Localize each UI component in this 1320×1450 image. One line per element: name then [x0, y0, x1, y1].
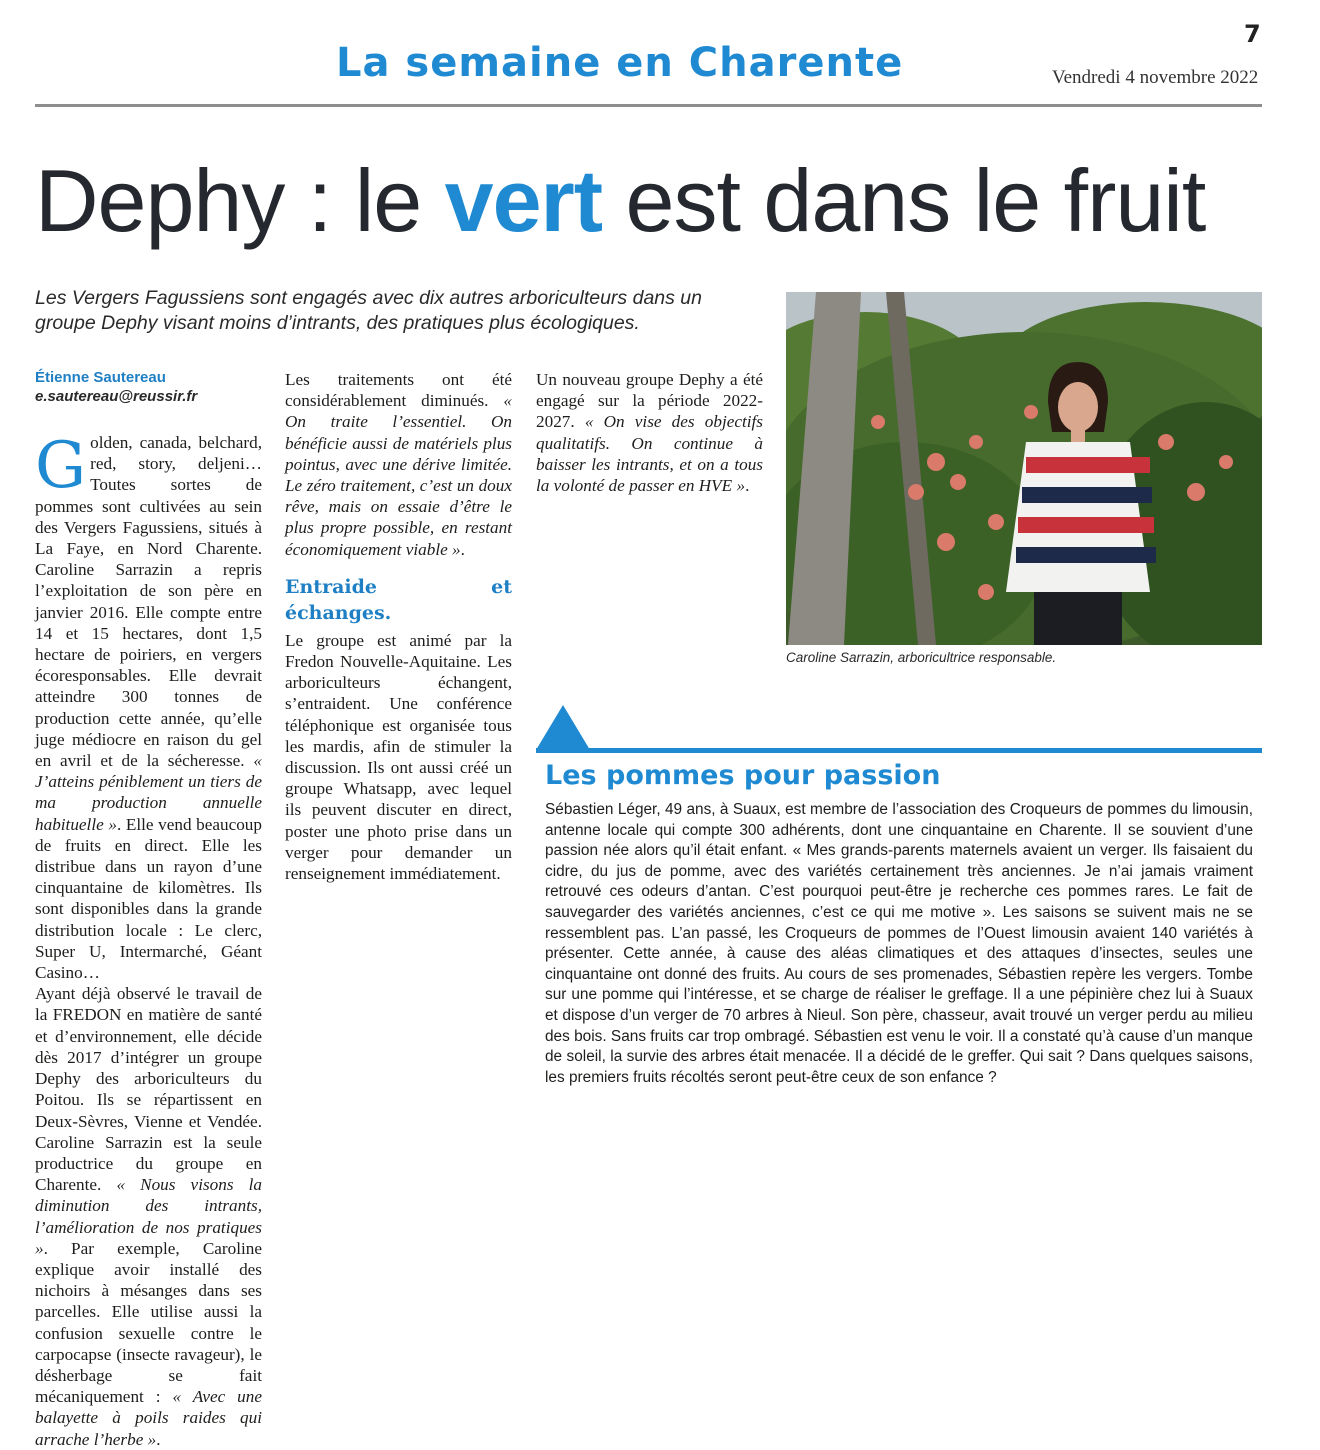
article-column-1 — [35, 429, 262, 1450]
quote: « Nous visons la diminution des intrants, l’amélioration de nos pratiques » — [35, 1175, 262, 1258]
paragraph-text: . — [745, 476, 750, 496]
article-paragraph-4: Le groupe est animé par la Fredon Nouvelle-Aquitaine. Les arboriculteurs échangent, s’entraident. Une conférence téléphonique est organisée tous les mardis, afin de stimuler la discussion. Ils ont aussi créé un groupe Whatsapp, avec lequel ils peuvent discuter en direct, poster une photo prise dans un verger pour demander un renseignement immédiatement. — [285, 630, 512, 884]
quote: « Avec une balayette à poils raides qui arrache l’herbe » — [35, 1387, 262, 1449]
paragraph-text: . — [156, 1429, 161, 1449]
quote: « On traite l’essentiel. On bénéficie aussi de matériels plus pointus, avec une dérive limitée. Le zéro traitement, c’est un doux rêve, mais on essaie d’être le plus propre possible, en restant économiquement viable » — [285, 391, 512, 559]
article-standfirst: Les Vergers Fagussiens sont engagés avec dix autres arboriculteurs dans un groupe Dephy visant moins d’intrants, des pratiques plus écologiques. — [35, 287, 702, 334]
paragraph-text: Les traitements ont été considérablement diminués. — [285, 370, 512, 411]
orchard-photo-illustration — [786, 292, 1262, 645]
quote: « On vise des objectifs qualitatifs. On continue à baisser les intrants, et on a tous la volonté de passer en HVE » — [536, 412, 763, 496]
dropcap: G — [35, 429, 87, 503]
sidebar-triangle-marker — [536, 705, 590, 750]
paragraph-text: olden, canada, belchard, red, story, deljeni… Toutes sortes de pommes sont cultivées au sein des Vergers Fagussiens, situés à La Faye, en Nord Charente. Caroline Sarrazin a repris l’exploitation de son père en janvier 2016. Elle compte entre 14 et 15 hectares, dont 1,5 hectare de poiriers, en vergers écoresponsables. Elle devrait atteindre 300 tonnes de production cette année, qu’elle juge médiocre en raison du gel en avril et de la sécheresse. — [35, 433, 262, 771]
issue-date: Vendredi 4 novembre 2022 — [1052, 67, 1259, 88]
page-number: 7 — [1244, 20, 1261, 48]
article-paragraph-2 — [35, 983, 262, 1449]
sidebar-title: Les pommes pour passion — [545, 760, 941, 791]
author-email[interactable]: e.sautereau@reussir.fr — [35, 388, 198, 405]
paragraph-text: Ayant déjà observé le travail de la FREDON en matière de santé et d’environnement, elle décide dès 2017 d’intégrer un groupe Dephy des arboriculteurs du Poitou. Ils se répartissent en Deux-Sèvres, Vienne et Vendée. Caroline Sarrazin est la seule productrice du groupe en Charente. — [35, 984, 262, 1195]
headline-accent: vert — [444, 151, 603, 250]
paragraph-text: . — [460, 539, 465, 559]
article-subhead: Entraide et échanges. — [285, 575, 512, 624]
article-column-3 — [536, 369, 763, 496]
header-divider — [35, 104, 1262, 107]
section-header: La semaine en Charente — [336, 40, 904, 86]
paragraph-text: Un nouveau groupe Dephy a été engagé sur la période 2022-2027. — [536, 370, 763, 432]
sidebar-rule — [536, 748, 1262, 753]
paragraph-text: . Elle vend beaucoup de fruits en direct. Elle les distribue dans un rayon d’une cinquantaine de kilomètres. Ils sont disponibles dans la grande distribution locale : Le clerc, Super U, Intermarché, Géant Casino… — [35, 814, 262, 983]
article-photo — [786, 292, 1262, 645]
paragraph-text: . Par exemple, Caroline explique avoir installé des nichoirs à mésanges dans ses parcelles. Elle utilise aussi la confusion sexuelle contre le carpocapse (insecte ravageur), le désherbage se fait mécaniquement : — [35, 1238, 262, 1407]
article-paragraph-5 — [536, 369, 763, 496]
quote: « J’atteins péniblement un tiers de ma production annuelle habituelle » — [35, 751, 262, 834]
headline-part-2: est dans le fruit — [602, 151, 1206, 250]
photo-caption: Caroline Sarrazin, arboricultrice responsable. — [786, 650, 1057, 665]
sidebar-body: Sébastien Léger, 49 ans, à Suaux, est membre de l’association des Croqueurs de pommes du limousin, antenne locale qui compte 300 adhérents, dont une cinquantaine en Charente. Il se souvient d’une passion née alors qu’il était enfant. « Mes grands-parents maternels avaient un verger. Ils faisaient du cidre, du jus de pomme, avec des variétés certainement très anciennes. Je n’ai jamais vraiment retrouvé ces odeurs d’antan. C’est pourquoi peut-être je recherche ces pommes rares. Le fait de sauvegarder des variétés anciennes, c’est ce qui me motive ». Les saisons se suivent mais ne se ressemblent pas. L’an passé, les Croqueurs de pommes de l’Ouest limousin avaient 140 variétés à présenter. Cette année, à cause des aléas climatiques et des attaques d’insectes, seules une cinquantaine ont donné des fruits. Au cours de ses promenades, Sébastien repère les vergers. Tombe sur une pomme qui l’intéresse, et se charge de réaliser le greffage. Il a une pépinière chez lui à Suaux et dispose d’un verger de 70 arbres à Nieul. Son père, chasseur, avait trouvé un verger perdu au milieu des bois. Sans fruits car trop ombragé. Sébastien est venu le voir. Il a constaté qu’à cause d’un manque de soleil, la survie des arbres était menacée. Il a décidé de le greffer. Qui sait ? Dans quelques saisons, les premiers fruits récoltés seront peut-être ceux de son enfance ? — [545, 801, 1253, 1086]
headline-part-1: Dephy : le — [35, 151, 445, 250]
article-headline — [35, 146, 1205, 256]
article-paragraph-1 — [35, 429, 262, 983]
article-paragraph-3 — [285, 369, 512, 560]
article-column-2 — [285, 369, 512, 884]
author-name: Étienne Sautereau — [35, 369, 166, 386]
